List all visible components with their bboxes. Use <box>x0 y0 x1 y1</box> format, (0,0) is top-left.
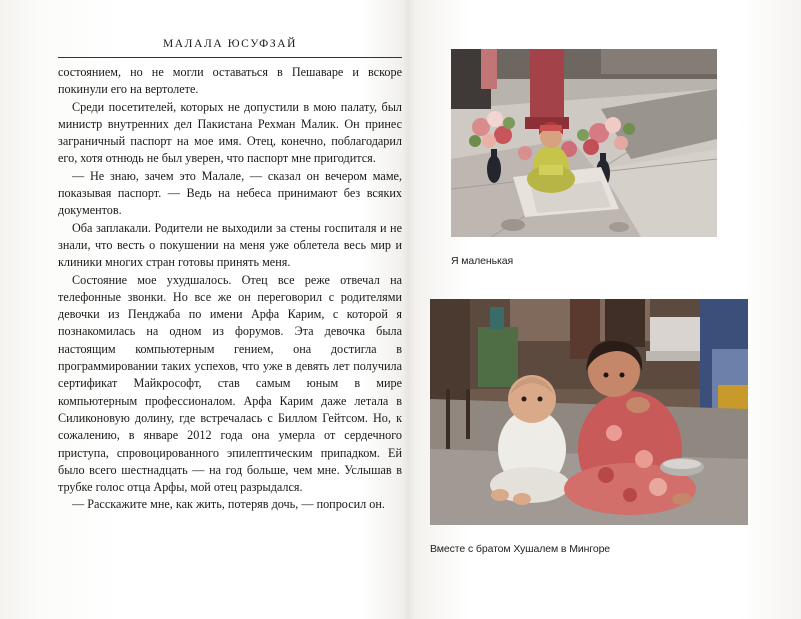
body-text <box>58 64 402 514</box>
paragraph: Состояние мое ухудшалось. Отец все реже отвечал на телефонные звонки. Но все же он переговорил с родителями девочки из Пенджаба по имени Арфа Карим, с которой я познакомилась на одном из форумов. Эта девочка была настоящим компьютерным гением, она достигла в программировании таких успехов, что уже в девять лет получила сертификат Майкрософт, став самым юным в мире компьютерным профессионалом. Арфа Карим даже летала в Силиконовую долину, где встречалась с Биллом Гейтсом. Но, к сожалению, в январе 2012 года она умерла от сердечного приступа, спровоцированного эпилептическим припадком. Ей было всего шестнадцать — на год больше, чем мне. Услышав в трубке голос отца Арфы, мой отец разрыдался. <box>58 272 402 495</box>
photo-siblings-illustration <box>430 299 748 525</box>
paragraph: — Расскажите мне, как жить, потеряв дочь, — попросил он. <box>72 497 385 512</box>
running-head-rule <box>58 57 402 58</box>
paragraph: состоянием, но не могли оставаться в Пешаваре и вскоре покинули его на вертолете. <box>58 65 402 97</box>
paragraph: Оба заплакали. Родители не выходили за стены госпиталя и не знали, что весть о покушении на меня уже облетела весь мир и клиники многих стран готовы принять меня. <box>58 220 402 270</box>
photo-child-with-flowers-illustration <box>451 49 717 237</box>
paragraph: — Не знаю, зачем это Малале, — сказал он вечером маме, показывая паспорт. — Ведь на небеса принимают без всяких документов. <box>58 168 402 218</box>
photo-siblings <box>430 299 748 525</box>
photo-2-caption: Вместе с братом Хушалем в Мингоре <box>430 543 611 555</box>
running-head: МАЛАЛА ЮСУФЗАЙ <box>162 38 298 50</box>
paragraph: Среди посетителей, которых не допустили в мою палату, был министр внутренних дел Пакистана Рехман Малик. Он принес заграничный паспорт на мое имя. Отец, конечно, поблагодарил его, хотя отнюдь не был уверен, что паспорт мне пригодится. <box>58 99 402 166</box>
photo-child-with-flowers <box>451 49 717 237</box>
photo-1-caption: Я маленькая <box>451 255 514 267</box>
